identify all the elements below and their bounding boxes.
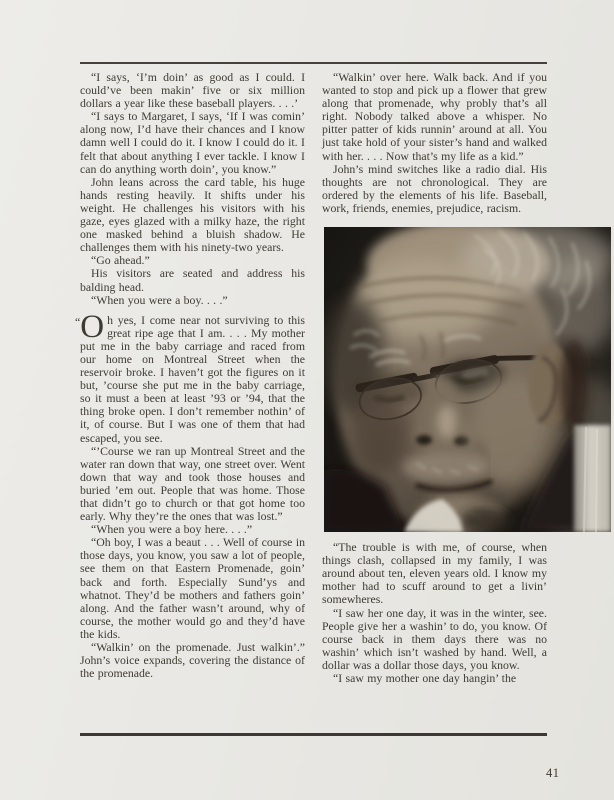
drop-cap-paragraph: “ O h yes, I come near not surviving to this great ripe age that I am. . . . My mother put me in the baby carriage and raced from our home on Montreal Street when the reservoir broke. I haven’t got the figures on it but, ’course she put me in the baby carriage, so it must a been at least ’93 or ’94, that the thing broke open. I don’t remember nothin’ of it, of course. But I was one of them that had escaped, you see.: [75, 308, 305, 445]
portrait-photo-illustration: [324, 227, 611, 532]
paragraph: His visitors are seated and address his balding head.: [80, 266, 305, 294]
bottom-rule: [80, 733, 547, 736]
top-rule: [80, 62, 547, 64]
drop-cap: “ O: [75, 308, 105, 345]
right-column-bottom: [322, 541, 547, 685]
paragraph: “’Course we ran up Montreal Street and the water ran down that way, one street over. Went down that way and took those houses and buried ’em out. People that was home. Those that didn’t go to church or that got home too early. Why they’re the ones that was lost.”: [80, 443, 305, 524]
right-column: [322, 71, 547, 685]
paragraph: “I saw her one day, it was in the winter, see. People give her a washin’ to do, you know. Of course back in them days there was no washin’ which isn’t washed by hand. Well, a dollar was a dollar those days, you know.: [322, 605, 547, 672]
paragraph: John’s mind switches like a radio dial. His thoughts are not chronological. They are ordered by the elements of his life. Baseball, work, friends, enemies, prejudice, racism.: [322, 161, 547, 215]
portrait-photo: [324, 227, 611, 532]
text-columns: [75, 70, 547, 685]
paragraph: “When you were a boy here. . . .”: [91, 522, 253, 537]
paragraph: “Walkin’ on the promenade. Just walkin’.” John’s voice expands, covering the distance of the promenade.: [80, 640, 305, 681]
paragraph: “Oh boy, I was a beaut . . . Well of course in those days, you know, you saw a lot of people, see them on that Eastern Promenade, goin’ back and forth. Especially Sund’ys and whatnot. They’d be mothers and fathers goin’ along. And the father wasn’t around, why of course, the mother would go and they’d have the kids.: [80, 535, 305, 641]
paragraph: “Walkin’ over here. Walk back. And if you wanted to stop and pick up a flower that grew along that promenade, why probly that’s all right. Nobody talked above a whisper. No pitter patter of kids runnin’ around at all. You just take hold of your sister’s hand and walked with her. . . . Now that’s my life as a kid.”: [322, 70, 547, 163]
page-number: 41: [546, 766, 560, 780]
paragraph: “I says to Margaret, I says, ‘If I was comin’ along now, I’d have their chances and I know damn well I could do it. I know I could do it. I felt that about anything I ever tackle. I know I can do anything worth doin’, you know.”: [80, 109, 305, 176]
paragraph: John leans across the card table, his huge hands resting heavily. It shifts under his weight. He challenges his visitors with his gaze, eyes glazed with a milky haze, the right one masked behind a bluish shadow. He challenges them with his ninety-two years.: [80, 174, 305, 255]
paragraph: “When you were a boy. . . .”: [91, 292, 228, 307]
left-column: [75, 70, 305, 681]
right-column-top: [322, 71, 547, 215]
paragraph: “I saw my mother one day hangin’ the: [333, 670, 517, 685]
paragraph: “The trouble is with me, of course, when things clash, collapsed in my family, I was around about ten, eleven years old. I know my mother had to scuff around to get a livin’ somewheres.: [322, 540, 547, 607]
paragraph: “I says, ‘I’m doin’ as good as I could. I could’ve been makin’ five or six million dollars a year like these baseball players. . . .’: [80, 70, 305, 111]
paragraph: “Go ahead.”: [91, 253, 150, 268]
